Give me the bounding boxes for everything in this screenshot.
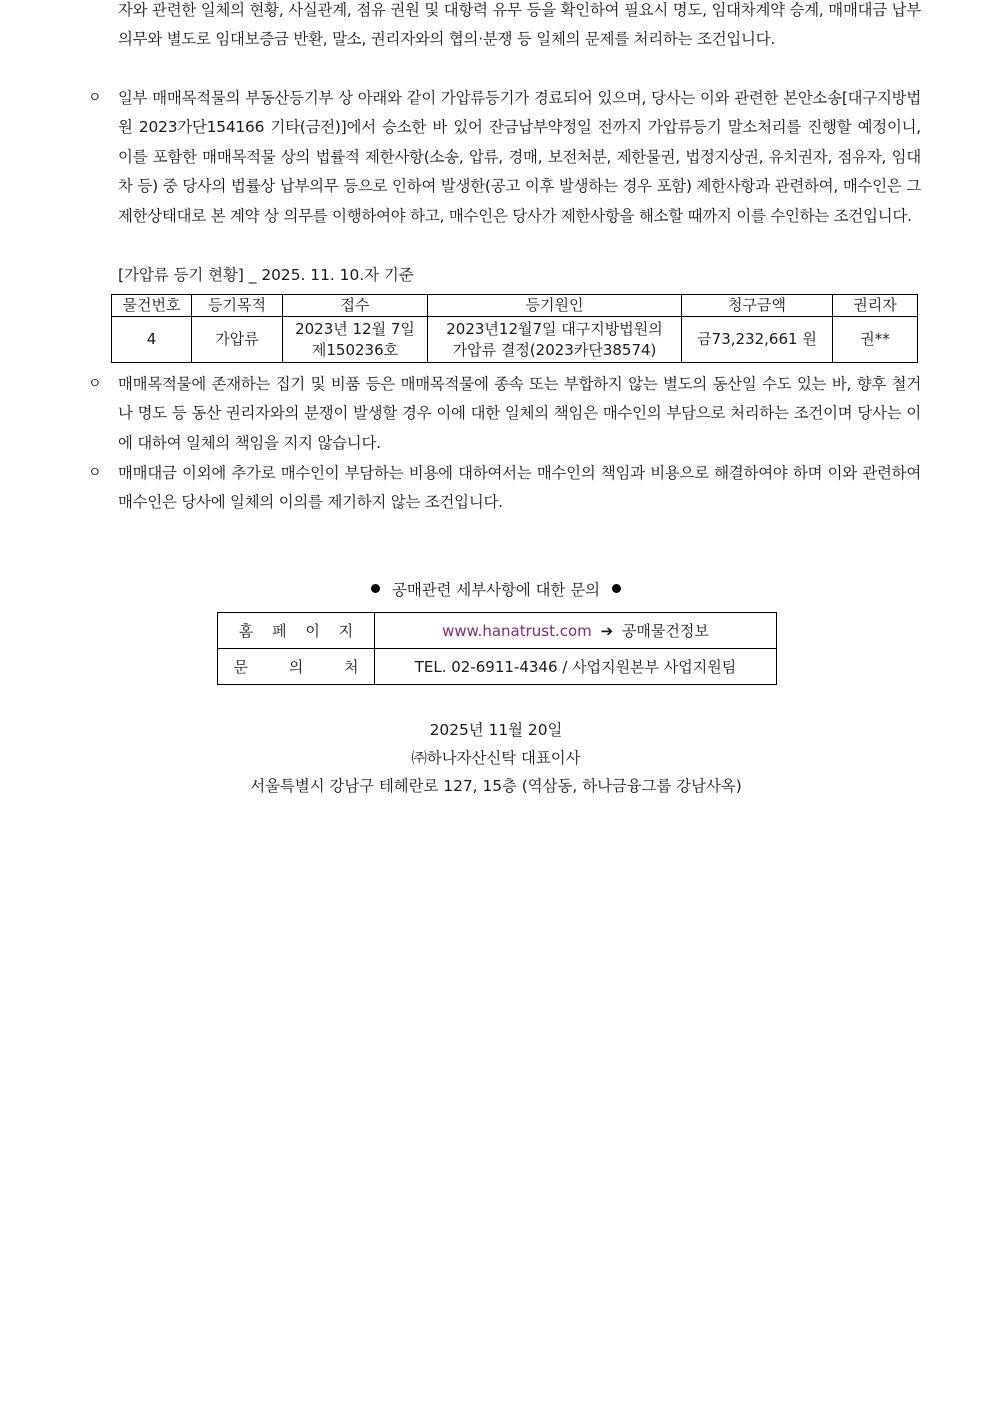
cell-amount: 금73,232,661 원 — [682, 317, 833, 363]
cell-receipt-date: 2023년 12월 7일 — [295, 319, 415, 338]
lien-table — [111, 294, 918, 363]
lien-table-caption: [가압류 등기 현황] _ 2025. 11. 10.자 기준 — [118, 266, 414, 284]
table-row — [218, 649, 777, 685]
header-amount: 청구금액 — [682, 295, 833, 317]
footer-company: ㈜하나자산신탁 대표이사 — [411, 749, 581, 767]
cell-cause-line1: 2023년12월7일 대구지방법원의 — [446, 319, 663, 338]
table-header-row — [112, 295, 918, 317]
header-purpose: 등기목적 — [192, 295, 283, 317]
inquiry-heading-text: 공매관련 세부사항에 대한 문의 — [392, 581, 600, 599]
homepage-link[interactable]: www.hanatrust.com — [442, 622, 592, 640]
bullet-dot-icon — [612, 584, 621, 593]
bullet-marker: ㅇ — [88, 90, 102, 106]
header-cause: 등기원인 — [428, 295, 682, 317]
homepage-value — [375, 613, 777, 649]
header-item-no: 물건번호 — [112, 295, 192, 317]
footer-date: 2025년 11월 20일 — [429, 721, 563, 739]
cell-cause — [428, 317, 682, 363]
cell-receipt-number: 제150236호 — [311, 340, 399, 359]
bullet-dot-icon — [371, 584, 380, 593]
continued-paragraph: 자와 관련한 일체의 현황, 사실관계, 점유 권원 및 대항력 유무 등을 확인하여 필요시 명도, 임대차계약 승계, 매매대금 납부의무와 별도로 임대보증금 반환, 말소, 권리자와의 협의·분쟁 등 일체의 문제를 처리하는 조건입니다. — [118, 1, 921, 49]
lien-paragraph: 일부 매매목적물의 부동산등기부 상 아래와 같이 가압류등기가 경료되어 있으며, 당사는 이와 관련한 본안소송[대구지방법원 2023가단154166 기타(금전)]에서 승소한 바 있어 잔금납부약정일 전까지 가압류등기 말소처리를 진행할 예정이니, 이를 포함한 매매목적물 상의 법률적 제한사항(소송, 압류, 경매, 보전처분, 제한물권, 법정지상권, 유치권자, 점유자, 임대차 등) 중 당사의 법률상 납부의무 등으로 인하여 발생한(공고 이후 발생하는 경우 포함) 제한사항과 관련하여, 매수인은 그 제한상태대로 본 계약 상 의무를 이행하여야 하고, 매수인은 당사가 제한사항을 해소할 때까지 이를 수인하는 조건입니다. — [118, 89, 921, 225]
cell-receipt — [283, 317, 428, 363]
bullet-marker: ㅇ — [88, 376, 102, 392]
inquiry-heading — [0, 576, 992, 605]
cell-item-no: 4 — [112, 317, 192, 363]
header-receipt: 접수 — [283, 295, 428, 317]
table-row — [112, 317, 918, 363]
arrow-right-icon: ➔ — [600, 622, 614, 640]
cell-holder: 권** — [833, 317, 918, 363]
homepage-label: 홈 페 이 지 — [218, 613, 375, 649]
cell-purpose: 가압류 — [192, 317, 283, 363]
contact-label: 문 의 처 — [218, 649, 375, 685]
cell-cause-line2: 가압류 결정(2023카단38574) — [452, 340, 657, 359]
table-row — [218, 613, 777, 649]
costs-paragraph: 매매대금 이외에 추가로 매수인이 부담하는 비용에 대하여서는 매수인의 책임과 비용으로 해결하여야 하며 이와 관련하여 매수인은 당사에 일체의 이의를 제기하지 않는 조건입니다. — [118, 464, 921, 512]
homepage-destination: 공매물건정보 — [621, 622, 709, 640]
fixtures-paragraph: 매매목적물에 존재하는 집기 및 비품 등은 매매목적물에 종속 또는 부합하지 않는 별도의 동산일 수도 있는 바, 향후 철거나 명도 등 동산 권리자와의 분쟁이 발생할 경우 이에 대한 일체의 책임은 매수인의 부담으로 처리하는 조건이며 당사는 이에 대하여 일체의 책임을 지지 않습니다. — [118, 375, 921, 452]
bullet-marker: ㅇ — [88, 465, 102, 481]
contact-table — [217, 612, 777, 685]
contact-value: TEL. 02-6911-4346 / 사업지원본부 사업지원팀 — [375, 649, 777, 685]
footer-address: 서울특별시 강남구 테헤란로 127, 15층 (역삼동, 하나금융그룹 강남사옥) — [250, 777, 742, 795]
header-holder: 권리자 — [833, 295, 918, 317]
